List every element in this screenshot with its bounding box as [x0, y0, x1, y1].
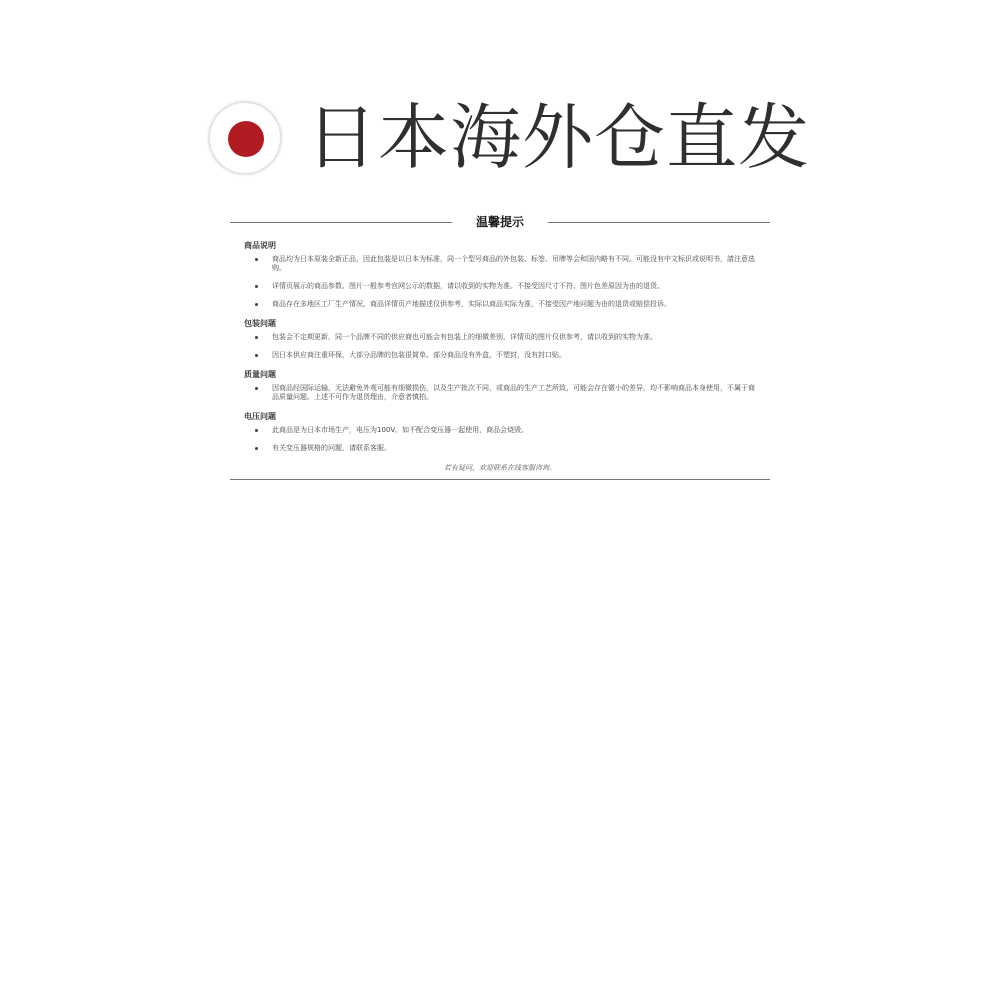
list-item-text: 详情页展示的商品参数、图片一般参考官网公示的数据，请以收到的实物为准。不接受因尺寸不符、图片色差原因为由的退货。 — [272, 282, 664, 290]
section-packaging — [244, 318, 770, 360]
list-item-text: 包装会不定期更新，同一个品牌不同的供应商也可能会有包装上的细微差别，详情页的图片仅供参考，请以收到的实物为准。 — [272, 333, 657, 341]
section-title: 商品说明 — [244, 241, 276, 250]
list-item — [244, 255, 756, 273]
item-list — [244, 384, 770, 402]
section-voltage — [244, 411, 770, 453]
list-item — [244, 384, 756, 402]
section-title: 电压问题 — [244, 412, 276, 421]
bullet-icon — [255, 258, 258, 261]
item-list — [244, 426, 770, 453]
list-item — [244, 300, 756, 309]
bullet-icon — [255, 447, 258, 450]
bullet-icon — [255, 303, 258, 306]
item-list — [244, 255, 770, 309]
banner-title: 日本海外仓直发 — [306, 96, 811, 179]
header-banner — [0, 0, 1000, 200]
list-item — [244, 351, 756, 360]
section-title: 质量问题 — [244, 370, 276, 379]
bullet-icon — [255, 336, 258, 339]
divider-bottom — [230, 479, 770, 480]
footer-note: 若有疑问，欢迎联系在线客服咨询。 — [444, 464, 556, 472]
divider-right — [548, 222, 770, 223]
list-item — [244, 333, 756, 342]
notice-header — [230, 212, 770, 234]
japan-flag-red-disc — [228, 121, 264, 157]
bullet-icon — [255, 285, 258, 288]
list-item-text: 因商品经国际运输，无法避免外观可能有细微损伤，以及生产批次不同，或商品的生产工艺所致，可能会存在微小的差异，均不影响商品本身使用，不属于商品质量问题。上述不可作为退货理由，介意者慎拍。 — [272, 384, 755, 401]
section-quality — [244, 369, 770, 402]
section-title: 包装问题 — [244, 319, 276, 328]
list-item-text: 此商品是为日本市场生产，电压为100V。如不配合变压器一起使用，商品会烧毁。 — [272, 426, 529, 434]
list-item — [244, 426, 756, 435]
list-item-text: 商品均为日本原装全新正品，因此包装是以日本为标准，同一个型号商品的外包装、标签、吊牌等会和国内略有不同。可能没有中文标识或说明书，請注意选购。 — [272, 255, 755, 272]
bullet-icon — [255, 354, 258, 357]
notice-panel — [230, 212, 770, 480]
list-item — [244, 444, 756, 453]
bullet-icon — [255, 387, 258, 390]
notice-title: 温馨提示 — [475, 215, 524, 229]
list-item — [244, 282, 756, 291]
list-item-text: 因日本供应商注重环保，大部分品牌的包装很简单。部分商品没有外盒，不塑封，没有封口贴。 — [272, 351, 566, 359]
item-list — [244, 333, 770, 360]
section-product-description — [244, 240, 770, 309]
bullet-icon — [255, 429, 258, 432]
list-item-text: 有关变压器规格的问题，请联系客服。 — [272, 444, 391, 452]
list-item-text: 商品存在多地区工厂生产情况，商品详情页产地描述仅供参考，实际以商品实际为准，不接受因产地问题为由的退货或赔偿投诉。 — [272, 300, 671, 308]
japan-flag-icon — [209, 102, 281, 174]
